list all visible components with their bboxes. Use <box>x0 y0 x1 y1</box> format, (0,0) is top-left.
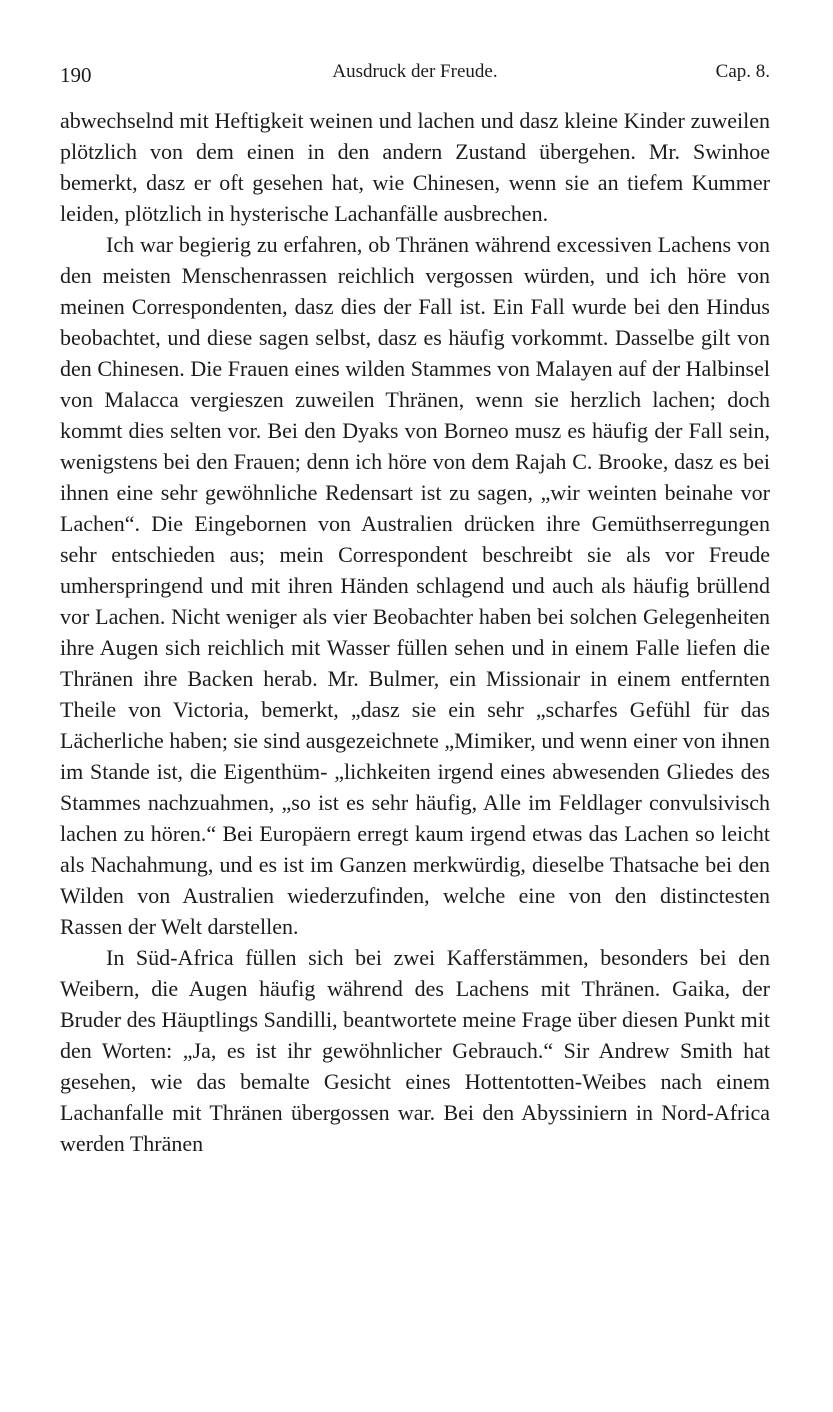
running-header <box>60 55 770 93</box>
paragraph: Ich war begierig zu erfahren, ob Thränen während excessiven Lachens von den meisten Menschenrassen reichlich vergossen würden, und ich höre von meinen Correspondenten, dasz dies der Fall ist. Ein Fall wurde bei den Hindus beobachtet, und diese sagen selbst, dasz es häufig vorkommt. Dasselbe gilt von den Chinesen. Die Frauen eines wilden Stammes von Malayen auf der Halbinsel von Malacca vergieszen zuweilen Thränen, wenn sie herzlich lachen; doch kommt dies selten vor. Bei den Dyaks von Borneo musz es häufig der Fall sein, wenigstens bei den Frauen; denn ich höre von dem Rajah C. Brooke, dasz es bei ihnen eine sehr gewöhnliche Redensart ist zu sagen, „wir weinten beinahe vor Lachen“. Die Eingebornen von Australien drücken ihre Gemüthserregungen sehr entschieden aus; mein Correspondent beschreibt sie als vor Freude umherspringend und mit ihren Händen schlagend und auch als häufig brüllend vor Lachen. Nicht weniger als vier Beobachter haben bei solchen Gelegenheiten ihre Augen sich reichlich mit Wasser füllen sehen und in einem Falle liefen die Thränen ihre Backen herab. Mr. Bulmer, ein Missionair in einem entfernten Theile von Victoria, bemerkt, „dasz sie ein sehr „scharfes Gefühl für das Lächerliche haben; sie sind ausgezeichnete „Mimiker, und wenn einer von ihnen im Stande ist, die Eigenthüm- „lichkeiten irgend eines abwesenden Gliedes des Stammes nachzuahmen, „so ist es sehr häufig, Alle im Feldlager convulsivisch lachen zu hören.“ Bei Europäern erregt kaum irgend etwas das Lachen so leicht als Nachahmung, und es ist im Ganzen merkwürdig, dieselbe Thatsache bei den Wilden von Australien wiederzufinden, welche eine von den distinctesten Rassen der Welt darstellen. <box>60 232 770 939</box>
book-page <box>60 55 770 1159</box>
paragraph: In Süd-Africa füllen sich bei zwei Kafferstämmen, besonders bei den Weibern, die Augen häufig während des Lachens mit Thränen. Gaika, der Bruder des Häuptlings Sandilli, beantwortete meine Frage über diesen Punkt mit den Worten: „Ja, es ist ihr gewöhnlicher Gebrauch.“ Sir Andrew Smith hat gesehen, wie das bemalte Gesicht eines Hottentotten-Weibes nach einem Lachanfalle mit Thränen übergossen war. Bei den Abyssiniern in Nord-Africa werden Thränen <box>60 945 770 1156</box>
page-number: 190 <box>60 63 92 87</box>
body-text <box>60 105 770 1159</box>
running-title: Ausdruck der Freude. <box>332 61 498 82</box>
paragraph-continuation: abwechselnd mit Heftigkeit weinen und lachen und dasz kleine Kinder zuweilen plötzlich von dem einen in den andern Zustand übergehen. Mr. Swinhoe bemerkt, dasz er oft gesehen hat, wie Chinesen, wenn sie an tiefem Kummer leiden, plötzlich in hysterische Lachanfälle ausbrechen. <box>60 108 770 226</box>
chapter-label: Cap. 8. <box>715 61 770 82</box>
